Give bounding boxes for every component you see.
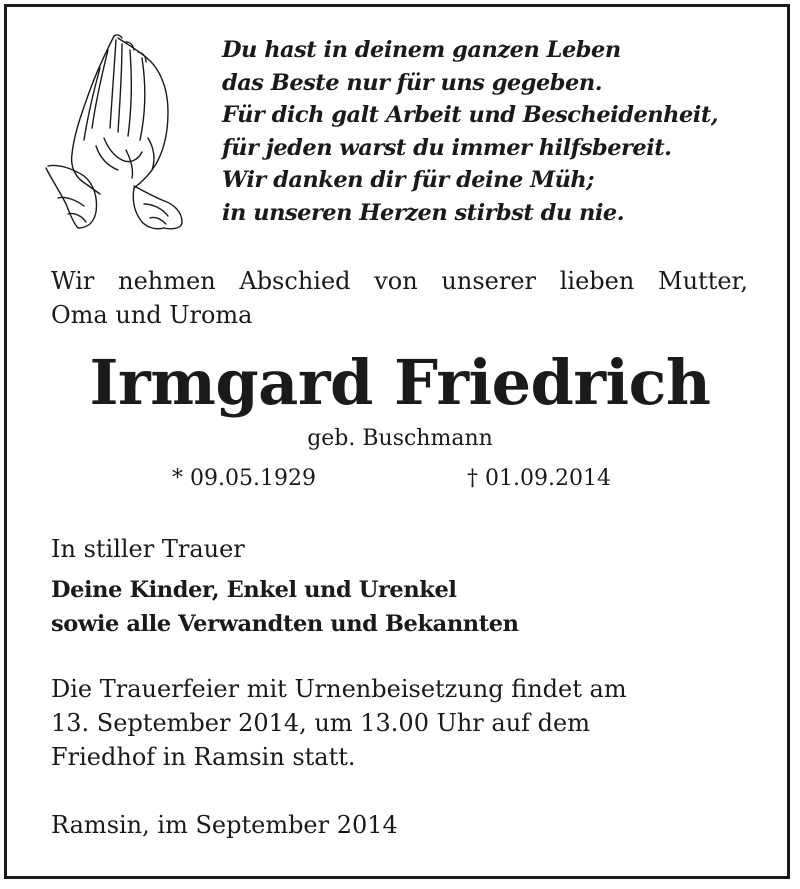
deceased-name: Irmgard Friedrich bbox=[89, 346, 711, 419]
ceremony-line: Friedhof in Ramsin statt. bbox=[51, 743, 356, 771]
death-date: † 01.09.2014 bbox=[467, 466, 611, 491]
mourners bbox=[51, 573, 519, 641]
mourners-line: sowie alle Verwandten und Bekannten bbox=[51, 611, 519, 637]
poem-line: Du hast in deinem ganzen Leben bbox=[222, 37, 621, 63]
praying-hands-icon bbox=[38, 28, 190, 232]
mourners-line: Deine Kinder, Enkel und Urenkel bbox=[51, 577, 457, 603]
ceremony-line: Die Trauerfeier mit Urnenbeisetzung findet am bbox=[51, 675, 627, 703]
poem-line: Wir danken dir für deine Müh; bbox=[222, 167, 595, 193]
birth-name: geb. Buschmann bbox=[307, 426, 493, 451]
farewell-intro bbox=[51, 264, 748, 332]
farewell-intro-line: Oma und Uroma bbox=[51, 301, 253, 329]
poem-line: Für dich galt Arbeit und Bescheidenheit, bbox=[222, 102, 719, 128]
poem-line: das Beste nur für uns gegeben. bbox=[222, 69, 603, 96]
mourning-label: In stiller Trauer bbox=[51, 535, 245, 563]
ceremony-info bbox=[51, 672, 627, 774]
poem bbox=[222, 34, 777, 229]
place-date: Ramsin, im September 2014 bbox=[51, 811, 398, 839]
birth-date: * 09.05.1929 bbox=[172, 466, 316, 491]
poem-line: in unseren Herzen stirbst du nie. bbox=[222, 199, 625, 226]
poem-line: für jeden warst du immer hilfsbereit. bbox=[222, 134, 672, 161]
ceremony-line: 13. September 2014, um 13.00 Uhr auf dem bbox=[51, 709, 590, 737]
farewell-intro-line: Wir nehmen Abschied von unserer lieben Mutter, bbox=[51, 267, 748, 295]
